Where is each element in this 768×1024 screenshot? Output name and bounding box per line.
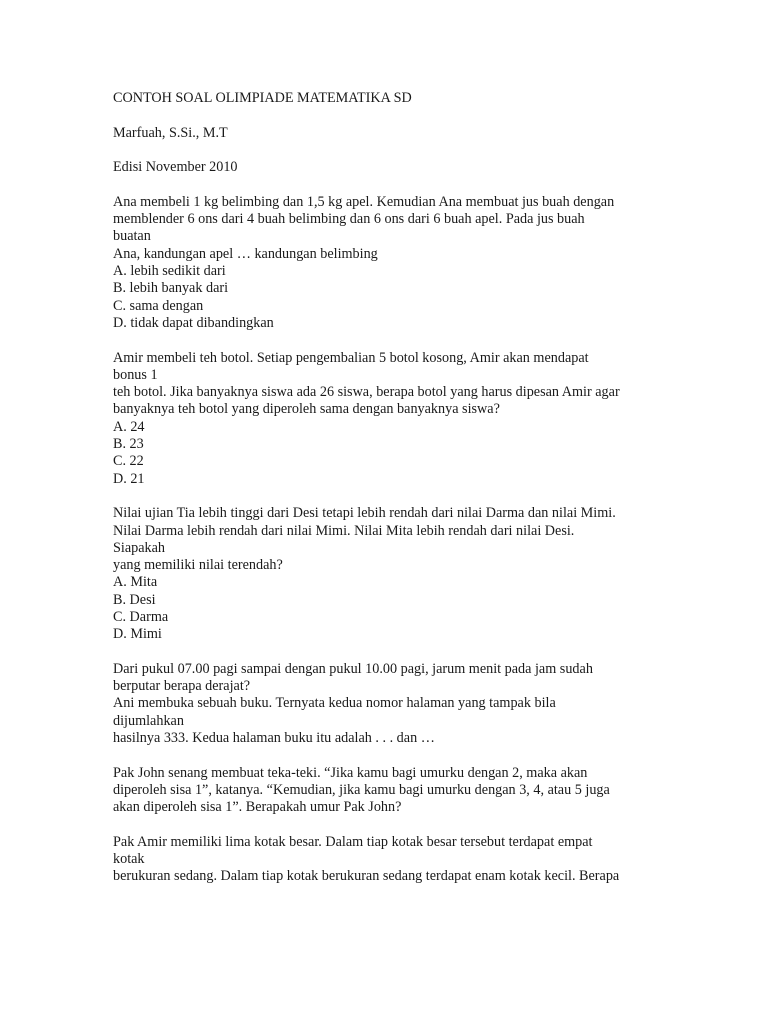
answer-option: D. 21 xyxy=(113,470,145,487)
question-6 xyxy=(113,834,673,886)
question-text-line: Ani membuka sebuah buku. Ternyata kedua nomor halaman yang tampak bila xyxy=(113,695,556,712)
question-text-line: Ana, kandungan apel … kandungan belimbing xyxy=(113,245,378,262)
document-body xyxy=(113,90,673,886)
answer-option: C. Darma xyxy=(113,609,169,625)
document-title: CONTOH SOAL OLIMPIADE MATEMATIKA SD xyxy=(113,90,412,106)
answer-option: B. Desi xyxy=(113,591,156,608)
question-text-line: berukuran sedang. Dalam tiap kotak berukuran sedang terdapat enam kotak kecil. Berapa xyxy=(113,868,620,885)
document-author: Marfuah, S.Si., M.T xyxy=(113,124,228,141)
question-text-line: Pak John senang membuat teka-teki. “Jika kamu bagi umurku dengan 2, maka akan xyxy=(113,764,588,781)
answer-option: D. tidak dapat dibandingkan xyxy=(113,314,274,331)
document-edition: Edisi November 2010 xyxy=(113,159,238,176)
question-text-line: Nilai ujian Tia lebih tinggi dari Desi tetapi lebih rendah dari nilai Darma dan nilai Mimi. xyxy=(113,505,616,522)
question-1 xyxy=(113,194,673,332)
answer-option: B. 23 xyxy=(113,436,144,453)
question-text-line: Amir membeli teh botol. Setiap pengembalian 5 botol kosong, Amir akan mendapat xyxy=(113,349,589,366)
question-text-line: yang memiliki nilai terendah? xyxy=(113,557,283,574)
answer-option: D. Mimi xyxy=(113,626,162,643)
question-text-line: hasilnya 333. Kedua halaman buku itu adalah . . . dan … xyxy=(113,730,435,747)
question-2 xyxy=(113,350,673,488)
question-5 xyxy=(113,765,673,817)
question-text-line: banyaknya teh botol yang diperoleh sama dengan banyaknya siswa? xyxy=(113,401,500,418)
question-text-line: memblender 6 ons dari 4 buah belimbing dan 6 ons dari 6 buah apel. Pada jus buah xyxy=(113,211,585,228)
question-3 xyxy=(113,505,673,643)
question-text-line: buatan xyxy=(113,228,151,245)
question-text-line: Ana membeli 1 kg belimbing dan 1,5 kg apel. Kemudian Ana membuat jus buah dengan xyxy=(113,193,615,210)
question-text-line: diperoleh sisa 1”, katanya. “Kemudian, jika kamu bagi umurku dengan 3, 4, atau 5 juga xyxy=(113,781,610,798)
answer-option: C. 22 xyxy=(113,453,144,470)
question-text-line: dijumlahkan xyxy=(113,712,184,729)
question-text-line: berputar berapa derajat? xyxy=(113,678,251,695)
question-text-line: akan diperoleh sisa 1”. Berapakah umur Pak John? xyxy=(113,799,402,816)
question-text-line: bonus 1 xyxy=(113,366,158,383)
question-text-line: Pak Amir memiliki lima kotak besar. Dalam tiap kotak besar tersebut terdapat empat xyxy=(113,833,593,850)
answer-option: B. lebih banyak dari xyxy=(113,280,229,297)
answer-option: A. 24 xyxy=(113,418,145,435)
answer-option: A. Mita xyxy=(113,574,158,591)
answer-option: C. sama dengan xyxy=(113,297,204,314)
answer-option: A. lebih sedikit dari xyxy=(113,263,226,280)
question-text-line: teh botol. Jika banyaknya siswa ada 26 siswa, berapa botol yang harus dipesan Amir agar xyxy=(113,384,620,401)
question-text-line: kotak xyxy=(113,851,145,868)
question-text-line: Dari pukul 07.00 pagi sampai dengan pukul 10.00 pagi, jarum menit pada jam sudah xyxy=(113,660,593,677)
question-4 xyxy=(113,661,673,747)
question-text-line: Nilai Darma lebih rendah dari nilai Mimi. Nilai Mita lebih rendah dari nilai Desi. xyxy=(113,522,575,539)
question-text-line: Siapakah xyxy=(113,539,166,556)
